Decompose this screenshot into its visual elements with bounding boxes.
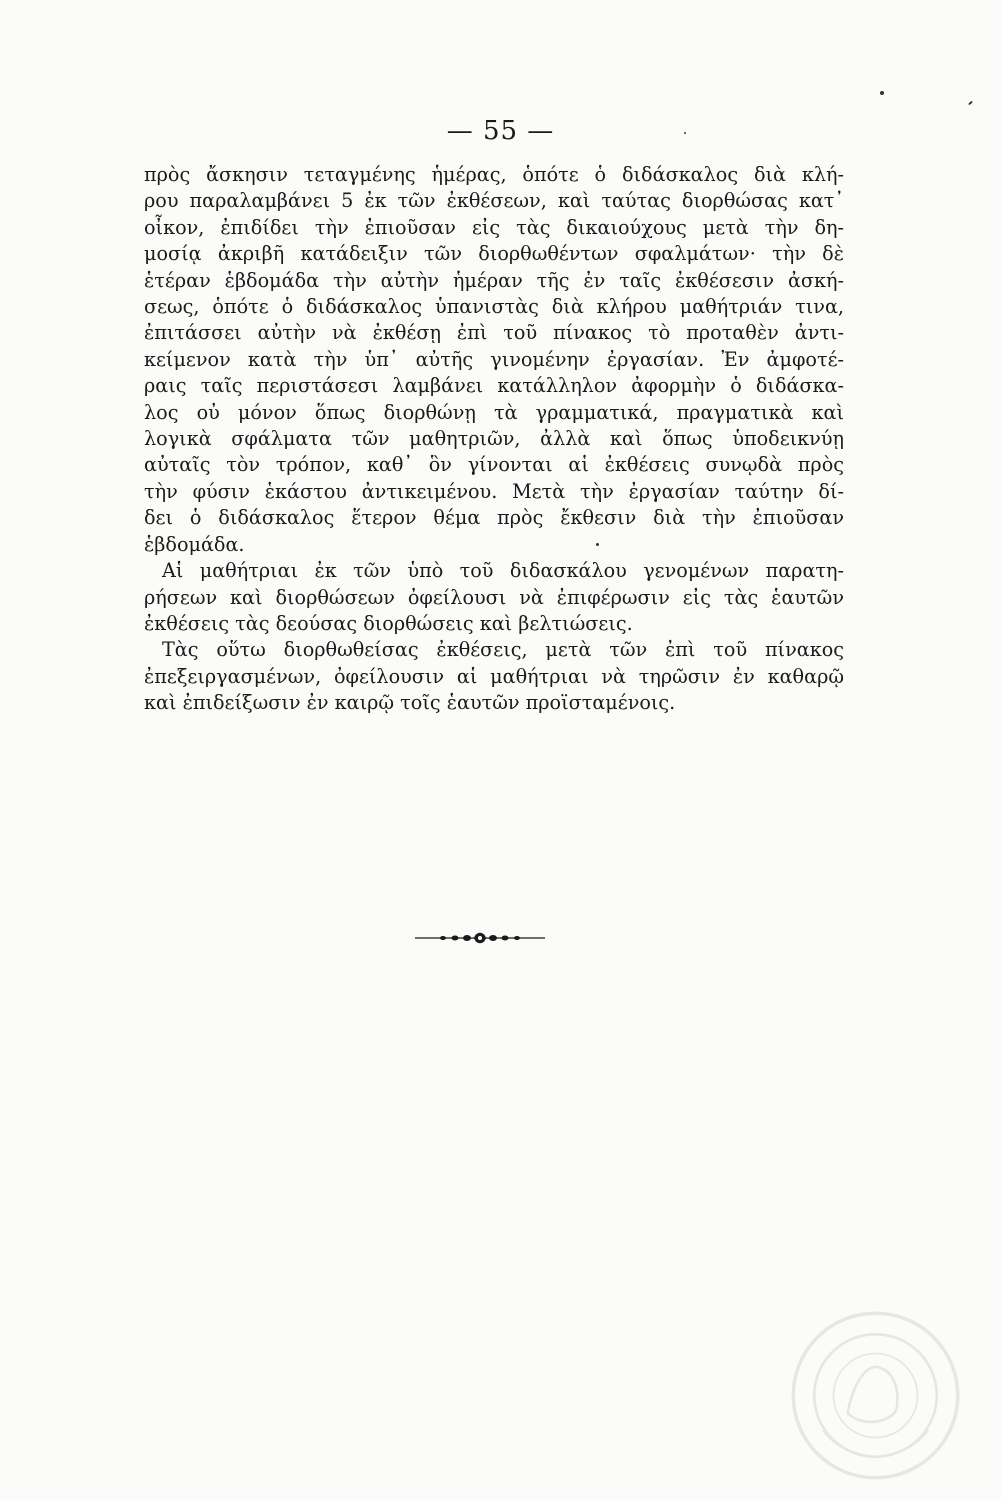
paragraph-2: [144, 558, 844, 637]
text-line: λογικὰ σφάλματα τῶν μαθητριῶν, ἀλλὰ καὶ ὅπως ὑποδεικνύῃ: [144, 427, 844, 451]
text-line: ἐπεξειργασμένων, ὀφείλουσιν αἱ μαθήτριαι νὰ τηρῶσιν ἐν καθαρῷ: [144, 664, 844, 688]
text-line: ραις ταῖς περιστάσεσι λαμβάνει κατάλληλον ἀφορμὴν ὁ διδάσκα-: [144, 374, 844, 398]
text-line: ρήσεων καὶ διορθώσεων ὀφείλουσι νὰ ἐπιφέρωσιν εἰς τὰς ἑαυτῶν: [144, 585, 844, 609]
paragraph-1: [144, 162, 844, 558]
text-line: ρου παραλαμβάνει 5 ἐκ τῶν ἐκθέσεων, καὶ ταύτας διορθώσας κατ᾽: [144, 189, 844, 213]
text-line: ἑβδομάδα.: [144, 532, 245, 556]
print-speck: [684, 132, 686, 134]
text-line: λος οὐ μόνον ὅπως διορθώνῃ τὰ γραμματικά, πραγματικὰ καὶ: [144, 400, 844, 424]
text-line: Τὰς οὕτω διορθωθείσας ἐκθέσεις, μετὰ τῶν ἐπὶ τοῦ πίνακος: [162, 638, 844, 662]
print-speck: [596, 543, 599, 546]
body-text: [144, 162, 844, 717]
text-line: δει ὁ διδάσκαλος ἕτερον θέμα πρὸς ἔκθεσιν διὰ τὴν ἐπιοῦσαν: [144, 506, 844, 530]
page-number: — 55 —: [446, 116, 555, 146]
text-line: καὶ ἐπιδείξωσιν ἐν καιρῷ τοῖς ἑαυτῶν προϊσταμένοις.: [144, 691, 676, 715]
paragraph-3: [144, 637, 844, 716]
text-line: ἑτέραν ἑβδομάδα τὴν αὐτὴν ἡμέραν τῆς ἐν ταῖς ἐκθέσεσιν ἀσκή-: [144, 268, 844, 292]
text-line: σεως, ὁπότε ὁ διδάσκαλος ὑπανιστὰς διὰ κλήρου μαθήτριάν τινα,: [144, 295, 844, 319]
text-line: κείμενον κατὰ τὴν ὑπ᾽ αὐτῆς γινομένην ἐργασίαν. Ἐν ἀμφοτέ-: [144, 347, 844, 371]
text-line: τὴν φύσιν ἑκάστου ἀντικειμένου. Μετὰ τὴν ἐργασίαν ταύτην δί-: [144, 479, 844, 503]
text-line: αὐταῖς τὸν τρόπον, καθ᾽ ὃν γίνονται αἱ ἐκθέσεις συνῳδὰ πρὸς: [144, 453, 844, 477]
library-stamp-icon: [788, 1308, 963, 1483]
text-line: πρὸς ἄσκησιν τεταγμένης ἡμέρας, ὁπότε ὁ διδάσκαλος διὰ κλή-: [144, 163, 844, 186]
text-line: ἐκθέσεις τὰς δεούσας διορθώσεις καὶ βελτιώσεις.: [144, 611, 633, 635]
text-line: ἐπιτάσσει αὐτὴν νὰ ἐκθέσῃ ἐπὶ τοῦ πίνακος τὸ προταθὲν ἀντι-: [144, 321, 844, 345]
text-line: οἶκον, ἐπιδίδει τὴν ἐπιοῦσαν εἰς τὰς δικαιούχους μετὰ τὴν δη-: [144, 215, 844, 239]
decorative-rule-icon: [415, 930, 545, 946]
text-line: μοσίᾳ ἀκριβῆ κατάδειξιν τῶν διορθωθέντων σφαλμάτων· τὴν δὲ: [144, 242, 844, 266]
print-speck: [968, 101, 973, 106]
text-line: Αἱ μαθήτριαι ἐκ τῶν ὑπὸ τοῦ διδασκάλου γενομένων παρατη-: [162, 559, 844, 583]
print-speck: [880, 91, 884, 95]
